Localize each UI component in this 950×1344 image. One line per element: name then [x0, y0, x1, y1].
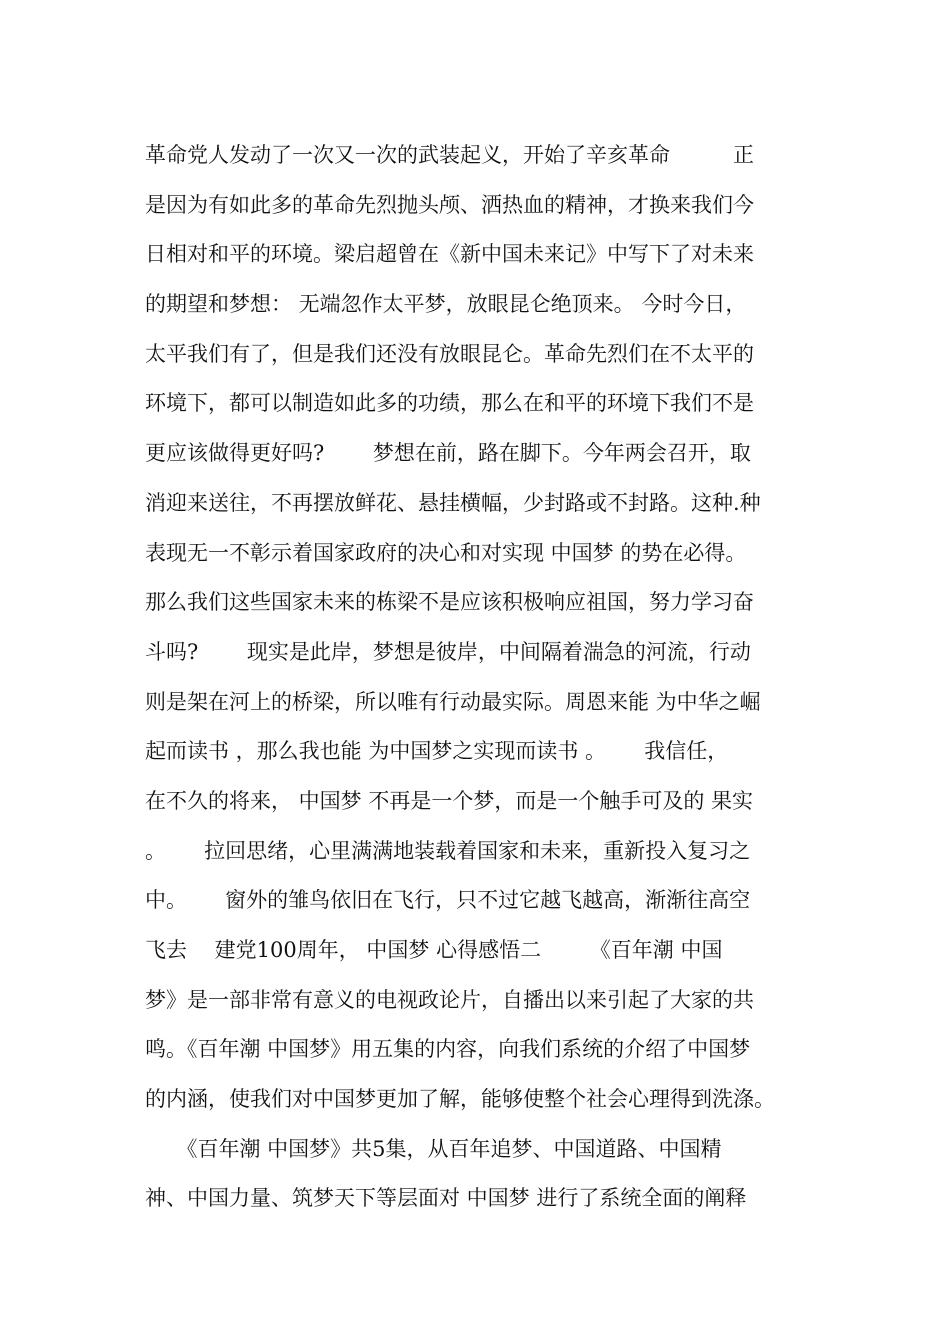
text-line-11: 斗吗? 现实是此岸，梦想是彼岸，中间隔着湍急的河流，行动 [145, 639, 751, 664]
text-line-17: 飞去 建党100周年， 中国梦 心得感悟二 《百年潮 中国 [145, 938, 723, 962]
text-line-5: 太平我们有了，但是我们还没有放眼昆仑。革命先烈们在不太平的 [145, 341, 754, 366]
text-line-3: 日相对和平的环境。梁启超曾在《新中国未来记》中写下了对未来 [145, 242, 754, 267]
document-body [145, 131, 815, 1224]
text-line-10: 那么我们这些国家未来的栋梁不是应该积极响应祖国，努力学习奋 [145, 590, 754, 615]
text-line-16: 中。 窗外的雏鸟依旧在飞行，只不过它越飞越高，渐渐往高空 [145, 888, 751, 913]
text-line-14: 在不久的将来， 中国梦 不再是一个梦，而是一个触手可及的 果实 [145, 788, 754, 813]
text-line-18: 梦》是一部非常有意义的电视政论片，自播出以来引起了大家的共 [145, 987, 754, 1012]
text-line-13: 起而读书 ，那么我也能 为中国梦之实现而读书 。 我信任， [145, 739, 729, 764]
text-line-22: 神、中国力量、筑梦天下等层面对 中国梦 进行了系统全面的阐释 [145, 1186, 747, 1211]
text-line-20: 的内涵，使我们对中国梦更加了解，能够使整个社会心理得到洗涤。 [145, 1087, 775, 1112]
text-line-15: 。 拉回思绪，心里满满地装载着国家和未来，重新投入复习之 [145, 838, 751, 863]
text-line-9: 表现无一不彰示着国家政府的决心和对实现 中国梦 的势在必得。 [145, 540, 747, 565]
text-line-6: 环境下，都可以制造如此多的功绩，那么在和平的环境下我们不是 [145, 391, 754, 416]
text-line-1: 革命党人发动了一次又一次的武装起义，开始了辛亥革命 正 [145, 143, 754, 167]
text-line-4: 的期望和梦想： 无端忽作太平梦，放眼昆仑绝顶来。 今时今日， [145, 292, 747, 317]
text-line-8: 消迎来送往，不再摆放鲜花、悬挂横幅，少封路或不封路。这种.种 [145, 490, 761, 515]
text-line-19: 鸣。《百年潮 中国梦》用五集的内容，向我们系统的介绍了中国梦 [145, 1037, 751, 1062]
text-line-2: 是因为有如此多的革命先烈抛头颅、洒热血的精神，才换来我们今 [145, 192, 754, 217]
text-line-7: 更应该做得更好吗? 梦想在前，路在脚下。今年两会召开，取 [145, 441, 751, 466]
text-line-12: 则是架在河上的桥梁，所以唯有行动最实际。周恩来能 为中华之崛 [145, 689, 761, 714]
text-line-21: 《百年潮 中国梦》共5集，从百年追梦、中国道路、中国精 [145, 1136, 722, 1161]
